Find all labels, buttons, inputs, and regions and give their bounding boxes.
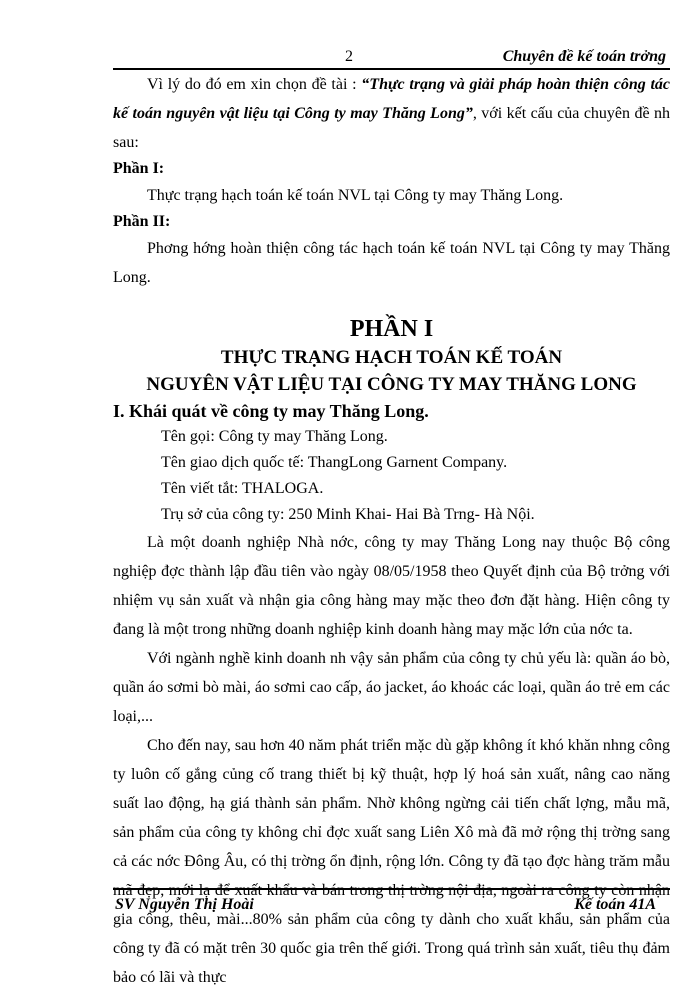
topic-title: “Thực trạng và giải pháp hoàn thiện công tác kế toán nguyên vật liệu tại Công ty may Thăng Long” bbox=[113, 76, 671, 122]
body-paragraph: Là một doanh nghiệp Nhà nớc, công ty may Thăng Long nay thuộc Bộ công nghiệp đợc thành lập đầu tiên vào ngày 08/05/1958 theo Quyết định của Bộ trởng với nhiệm vụ sản xuất và nhận gia công hàng may mặc theo đơn đặt hàng. Hiện công ty đang là một trong những doanh nghiệp kinh doanh hàng may mặc lớn của nớc ta. bbox=[113, 534, 670, 638]
part-2-text: Phơng hớng hoàn thiện công tác hạch toán kế toán NVL tại Công ty may Thăng Long. bbox=[113, 240, 670, 286]
page-number: 2 bbox=[345, 48, 353, 65]
intro-paragraph bbox=[113, 70, 670, 157]
chapter-subtitle-1: THỰC TRẠNG HẠCH TOÁN KẾ TOÁN bbox=[220, 347, 563, 368]
footer-class: Kế toán 41A bbox=[574, 896, 656, 913]
page-footer bbox=[113, 888, 670, 920]
document-body bbox=[113, 70, 670, 992]
body-paragraph: Với ngành nghề kinh doanh nh vậy sản phẩm của công ty chủ yếu là: quần áo bò, quần áo sơmi bò mài, áo sơmi cao cấp, áo jacket, áo khoác các loại, quần áo trẻ em các loại,... bbox=[113, 650, 670, 725]
page-header bbox=[113, 44, 670, 70]
section-heading: I. Khái quát về công ty may Thăng Long. bbox=[113, 401, 429, 421]
company-name: Tên gọi: Công ty may Thăng Long. bbox=[161, 428, 388, 445]
part-1-label: Phần I: bbox=[113, 160, 165, 177]
intro-prefix: Vì lý do đó em xin chọn đề tài : bbox=[147, 76, 362, 93]
intro-suffix: , với kết cấu của chuyên đề nh sau: bbox=[113, 105, 670, 151]
body-paragraph: Cho đến nay, sau hơn 40 năm phát triển mặc dù gặp không ít khó khăn nhng công ty luôn cố gắng củng cố trang thiết bị kỹ thuật, hợp lý hoá sản xuất, nâng cao năng suất lao động, hạ giá thành sản phẩm. Nhờ không ngừng cải tiến chất lợng, mẫu mã, sản phẩm của công ty không chỉ đợc xuất sang Liên Xô mà đã mở rộng thị trờng sang cả các nớc Đông Âu, có thị trờng ổn định, rộng lớn. Công ty đã tạo đợc hàng trăm mẫu mã đẹp, mới lạ để xuất khẩu và bán trong thị trờng nội địa, ngoài ra công ty còn nhận gia công, thêu, mài...80% sản phẩm của công ty dành cho xuất khẩu, sản phẩm của công ty đã có mặt trên 30 quốc gia trên thế giới. Trong quá trình sản xuất, tiêu thụ đảm bảo có lãi và thực bbox=[113, 737, 670, 986]
company-address: Trụ sở của công ty: 250 Minh Khai- Hai Bà Trng- Hà Nội. bbox=[161, 506, 535, 523]
chapter-title: PHẦN I bbox=[349, 316, 434, 342]
chapter-subtitle-2: NGUYÊN VẬT LIỆU TẠI CÔNG TY MAY THĂNG LONG bbox=[146, 374, 637, 395]
header-title: Chuyên đề kế toán trởng bbox=[502, 48, 666, 65]
company-abbreviation: Tên viết tắt: THALOGA. bbox=[161, 480, 324, 497]
part-2-label: Phần II: bbox=[113, 213, 171, 230]
part-1-text: Thực trạng hạch toán kế toán NVL tại Công ty may Thăng Long. bbox=[147, 187, 564, 204]
footer-author: SV Nguyễn Thị Hoài bbox=[115, 896, 254, 913]
company-international-name: Tên giao dịch quốc tế: ThangLong Garnent Company. bbox=[161, 454, 508, 471]
